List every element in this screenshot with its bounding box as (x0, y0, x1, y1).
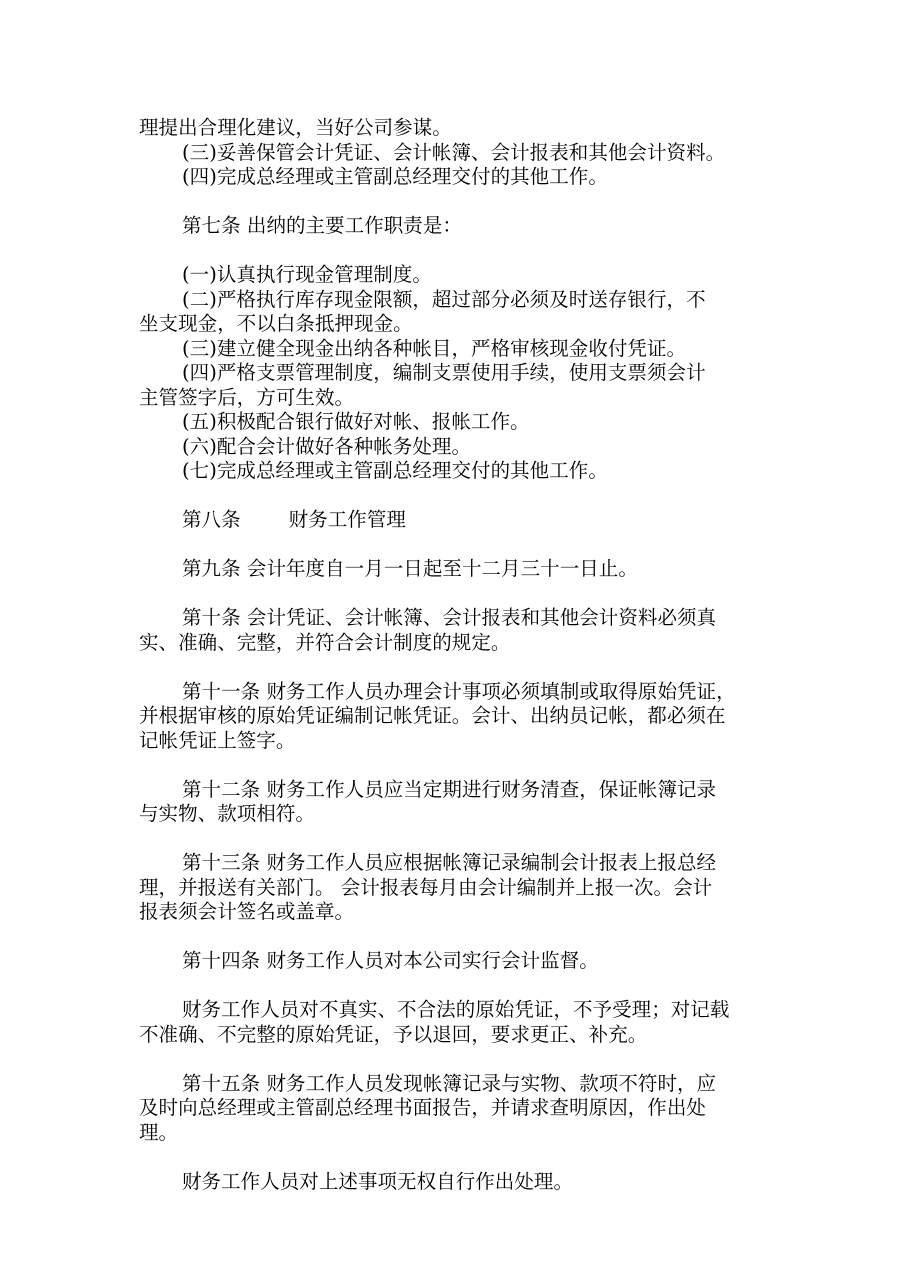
list-item: (四)严格支票管理制度，编制支票使用手续，使用支票须会计 (182, 361, 706, 384)
list-item: (七)完成总经理或主管副总经理交付的其他工作。 (182, 459, 608, 482)
article-paragraph: 第十五条 财务工作人员发现帐簿记录与实物、款项不符时，应 (182, 1071, 717, 1095)
list-item: (二)严格执行库存现金限额，超过部分必须及时送存银行，不 (182, 287, 706, 311)
list-item: (三)建立健全现金出纳各种帐目，严格审核现金收付凭证。 (182, 336, 687, 360)
paragraph-gap (139, 484, 779, 509)
text-line: 理。 (139, 1120, 179, 1144)
text-line: 并根据审核的原始凭证编制记帐凭证。会计、出纳员记帐，都必须在 (139, 704, 726, 727)
article-paragraph: 第十二条 财务工作人员应当定期进行财务清查，保证帐簿记录 (182, 777, 717, 801)
article-title: 财务工作管理 (288, 508, 406, 531)
text-line: 记帐凭证上签字。 (139, 728, 296, 752)
article-paragraph: 第十一条 财务工作人员办理会计事项必须填制或取得原始凭证， (182, 679, 736, 703)
article-paragraph: 财务工作人员对上述事项无权自行作出处理。 (182, 1169, 574, 1193)
text-line: 报表须会计签名或盖章。 (139, 900, 355, 923)
article-paragraph: 第十四条 财务工作人员对本公司实行会计监督。 (182, 949, 599, 972)
text-line: 及时向总经理或主管副总经理书面报告，并请求查明原因，作出处 (139, 1096, 706, 1119)
paragraph-gap (139, 925, 779, 950)
paragraph-gap (139, 655, 779, 680)
list-item: (一)认真执行现金管理制度。 (182, 263, 432, 286)
text-line: 坐支现金，不以白条抵押现金。 (139, 312, 413, 335)
paragraph-gap (139, 827, 779, 852)
article-paragraph: 第十条 会计凭证、会计帐簿、会计报表和其他会计资料必须真 (182, 606, 717, 629)
paragraph-gap (139, 582, 779, 607)
paragraph-gap (139, 190, 779, 215)
article-heading-8 (139, 508, 779, 533)
paragraph-gap (139, 1145, 779, 1170)
text-line: 不准确、不完整的原始凭证，予以退回，要求更正、补充。 (139, 1022, 648, 1046)
text-line: 理，并报送有关部门。 会计报表每月由会计编制并上报一次。会计 (139, 875, 713, 899)
paragraph-gap (139, 753, 779, 778)
article-heading-7: 第七条 出纳的主要工作职责是： (182, 214, 462, 237)
article-paragraph: 第十三条 财务工作人员应根据帐簿记录编制会计报表上报总经 (182, 851, 717, 874)
list-item: (四)完成总经理或主管副总经理交付的其他工作。 (182, 165, 608, 188)
text-line: 实、准确、完整，并符合会计制度的规定。 (139, 630, 511, 654)
text-line: 理提出合理化建议，当好公司参谋。 (139, 116, 452, 139)
list-item: (三)妥善保管会计凭证、会计帐簿、会计报表和其他会计资料。 (182, 140, 726, 164)
article-number: 第八条 (182, 508, 241, 531)
article-paragraph: 第九条 会计年度自一月一日起至十二月三十一日止。 (182, 557, 638, 580)
list-item: (六)配合会计做好各种帐务处理。 (182, 434, 472, 458)
document-body (139, 116, 779, 1194)
text-line: 与实物、款项相符。 (139, 802, 315, 825)
paragraph-gap (139, 239, 779, 264)
paragraph-gap (139, 974, 779, 999)
paragraph-gap (139, 1047, 779, 1072)
list-item: (五)积极配合银行做好对帐、报帐工作。 (182, 410, 530, 433)
paragraph-gap (139, 533, 779, 558)
article-paragraph: 财务工作人员对不真实、不合法的原始凭证，不予受理；对记载 (182, 998, 730, 1021)
text-line: 主管签字后，方可生效。 (139, 385, 355, 409)
